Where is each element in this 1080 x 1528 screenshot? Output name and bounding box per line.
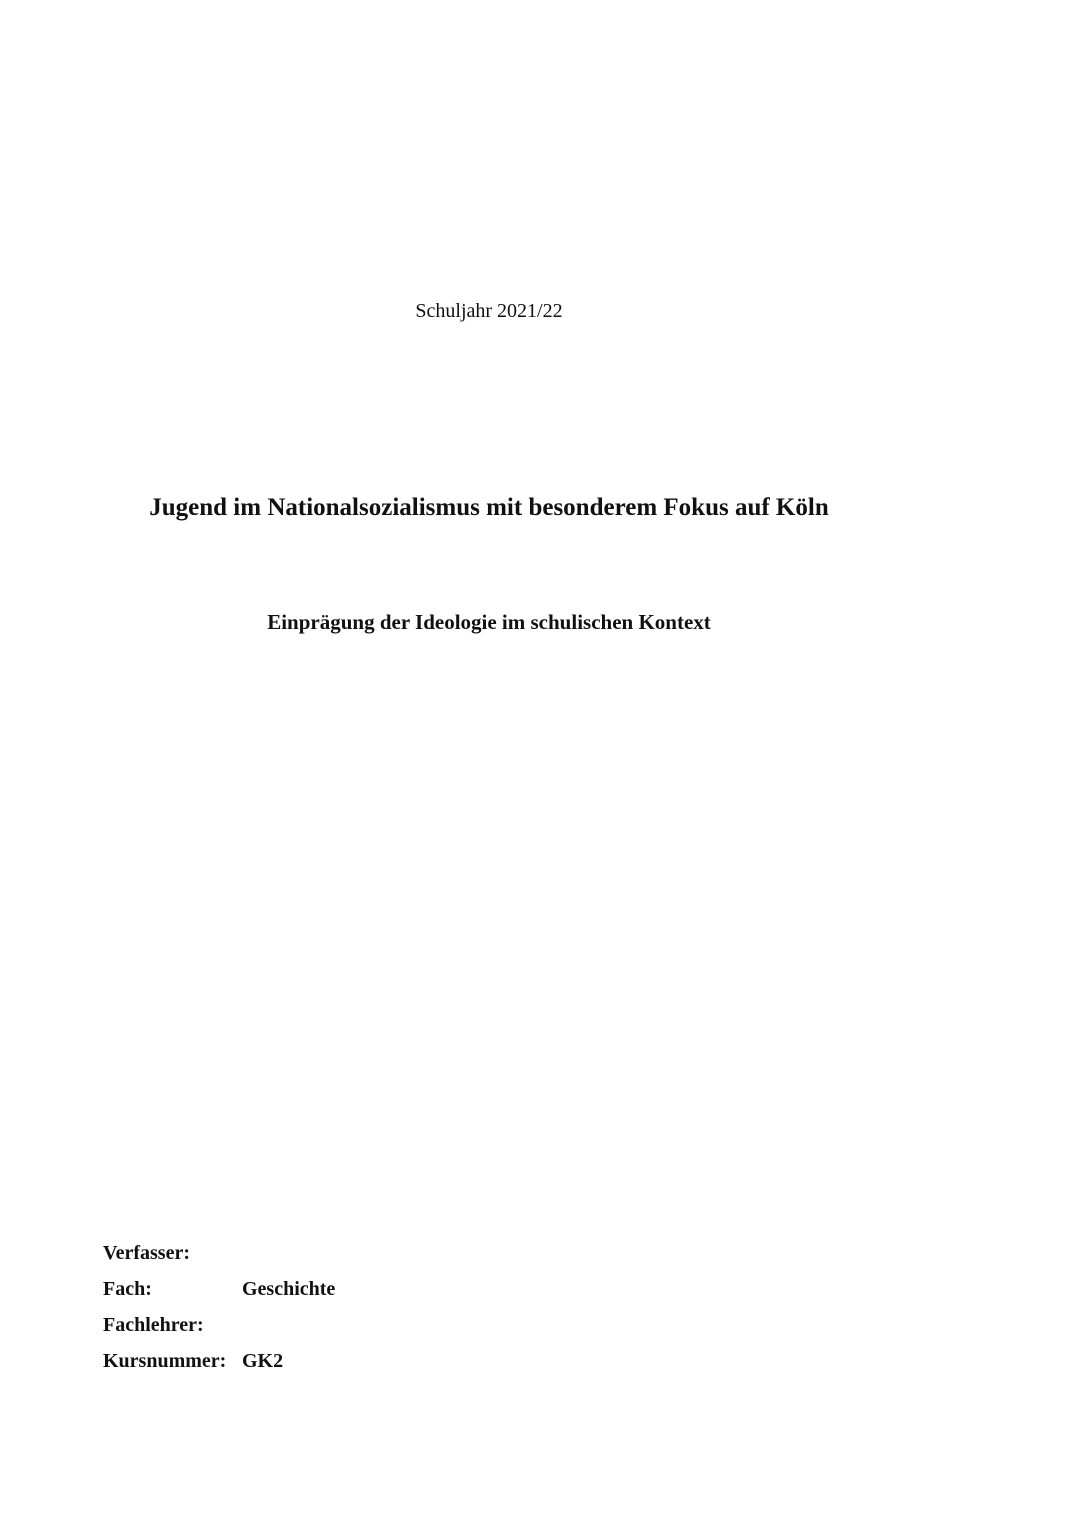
- meta-row-course: [103, 1348, 284, 1384]
- course-value: GK2: [242, 1350, 284, 1372]
- document-subtitle: Einprägung der Ideologie im schulischen Kontext: [267, 610, 711, 634]
- meta-row-subject: [103, 1276, 336, 1312]
- school-year: Schuljahr 2021/22: [415, 300, 563, 322]
- document-title: Jugend im Nationalsozialismus mit besonderem Fokus auf Köln: [149, 494, 829, 521]
- author-label: Verfasser:: [103, 1242, 191, 1264]
- teacher-label: Fachlehrer:: [103, 1314, 204, 1336]
- meta-row-author: [103, 1240, 226, 1276]
- subject-label: Fach:: [103, 1278, 152, 1300]
- cover-metadata: [103, 1240, 336, 1384]
- subject-value: Geschichte: [242, 1278, 336, 1300]
- meta-row-teacher: [103, 1312, 226, 1348]
- course-label: Kursnummer:: [103, 1350, 227, 1372]
